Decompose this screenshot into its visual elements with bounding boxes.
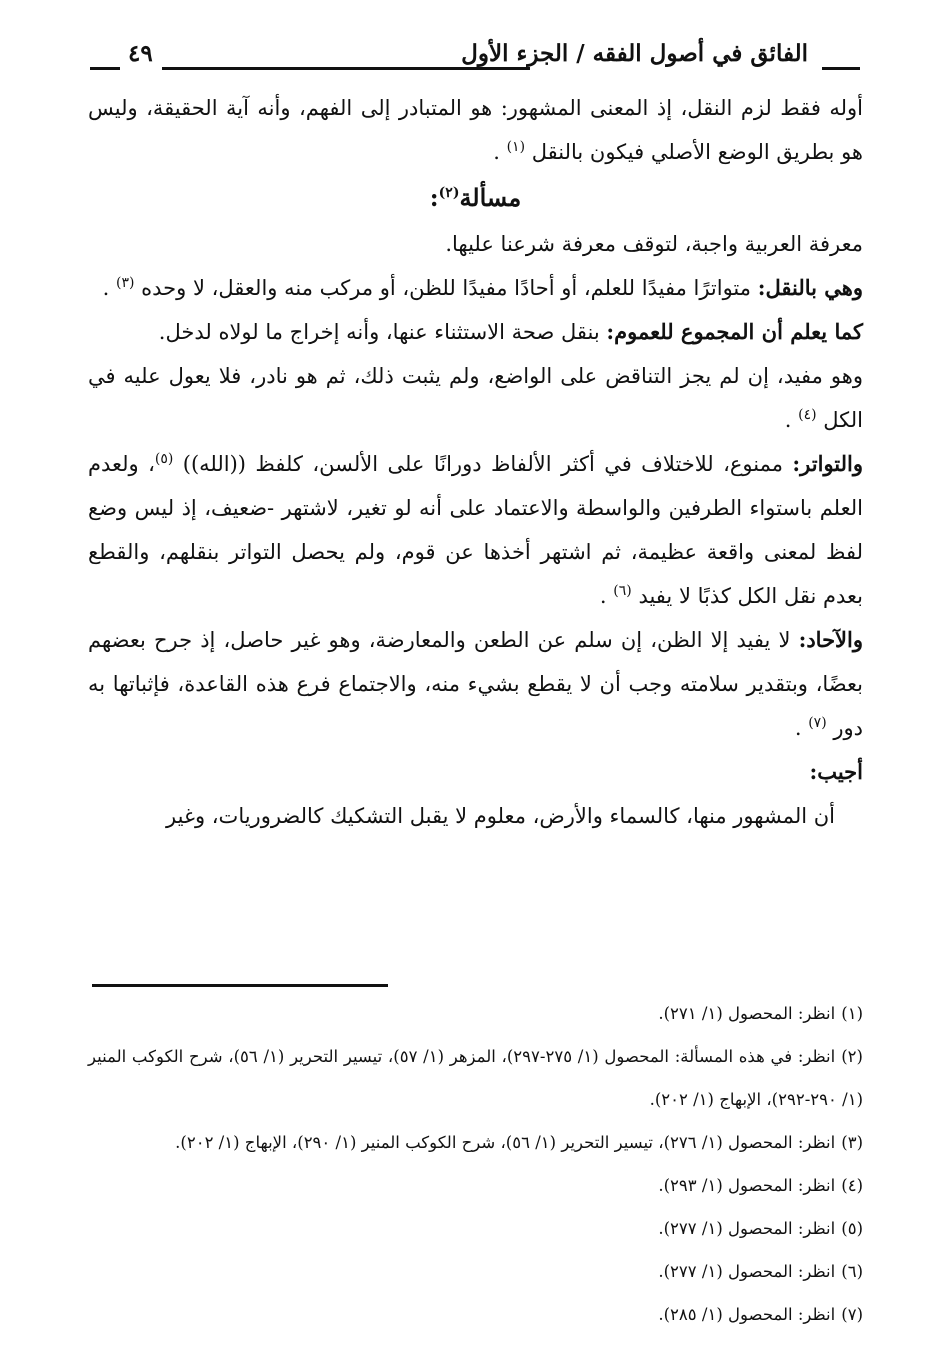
header-rule-left [90, 67, 120, 70]
footnote-ref-5[interactable]: (٥) [154, 451, 174, 467]
footnote-text: انظر: المحصول (١/ ٢٧٧). [658, 1262, 836, 1281]
header-title: الفائق في أصول الفقه / الجزء الأول [461, 40, 808, 67]
footnote-text: انظر: المحصول (١/ ٢٧٦)، تيسير التحرير (١/ ٥٦)، شرح الكوكب المنير (١/ ٢٩٠)، الإبهاج (١/ ٢٠٢). [175, 1133, 836, 1152]
paragraph-9: أن المشهور منها، كالسماء والأرض، معلوم لا يقبل التشكيك كالضروريات، وغير [166, 804, 835, 828]
footnote-separator [92, 984, 388, 987]
footnote-text: انظر: المحصول (١/ ٢٩٣). [658, 1176, 836, 1195]
answer-label: أجيب: [809, 759, 863, 784]
footnote-3 [88, 1121, 863, 1164]
paragraph-6-lead: والتواتر: [792, 451, 863, 476]
footnote-6 [88, 1250, 863, 1293]
footnote-number: (٧) [841, 1305, 863, 1324]
heading-colon: : [429, 183, 439, 212]
footnote-number: (٦) [841, 1262, 863, 1281]
paragraph-3-text: متواترًا مفيدًا للعلم، أو أحادًا مفيدًا للظن، أو مركب منه والعقل، لا وحده [141, 276, 758, 300]
footnote-number: (٤) [841, 1176, 863, 1195]
paragraph-7-text: لا يفيد إلا الظن، إن سلم عن الطعن والمعارضة، وهو غير حاصل، إذ جرح بعضهم بعضًا، وبتقدير سلامته وجب أن لا يقطع بشيء منه، والاجتماع فرع هذه القاعدة، فإثباتها به دور [88, 628, 863, 740]
footnote-number: (١) [841, 1004, 863, 1023]
section-heading [88, 174, 863, 222]
paragraph-3-lead: وهي بالنقل: [757, 275, 863, 300]
paragraph-2: معرفة العربية واجبة، لتوقف معرفة شرعنا عليها. [445, 232, 863, 256]
paragraph-1-text: أوله فقط لزم النقل، إذ المعنى المشهور: هو المتبادر إلى الفهم، وأنه آية الحقيقة، وليس هو بطريق الوضع الأصلي فيكون بالنقل [88, 96, 863, 164]
paragraph-4 [88, 310, 863, 354]
footnote-text: انظر: المحصول (١/ ٢٨٥). [658, 1305, 836, 1324]
header-rule-middle [162, 67, 530, 70]
footnote-text: انظر: في هذه المسألة: المحصول (١/ ٢٧٥-٢٩٧)، المزهر (١/ ٥٧)، تيسير التحرير (١/ ٥٦)، شرح الكوكب المنير (١/ ٢٩٠-٢٩٢)، الإبهاج (١/ ٢٠٢). [88, 1047, 863, 1109]
footnote-ref-7[interactable]: (٧) [808, 715, 827, 731]
footnote-4 [88, 1164, 863, 1207]
running-header [90, 40, 860, 84]
paragraph-7: والآحاد: لا يفيد إلا الظن، إن سلم عن الطعن والمعارضة، وهو غير حاصل، إذ جرح بعضهم بعضًا، وبتقدير سلامته وجب أن لا يقطع بشيء منه، والاجتماع فرع هذه القاعدة، فإثباتها به دور $^{(٧)}$ . [88, 627, 863, 740]
footnote-5 [88, 1207, 863, 1250]
paragraph-3: وهي بالنقل: متواترًا مفيدًا للعلم، أو أحادًا مفيدًا للظن، أو مركب منه والعقل، لا وحده $^{(٣)}$ . [102, 275, 863, 300]
main-text [88, 86, 863, 838]
heading-text: مسألة [459, 183, 522, 212]
paragraph-6-continuation: ، ولعدم العلم باستواء الطرفين والواسطة والاعتماد على أنه لو تغير، لاشتهر -ضعيف، إذ ليس وضع لفظ لمعنى واقعة عظيمة، ثم اشتهر أخذها عن قوم، ولم يحصل التواتر بنقلهم، والقطع بعدم نقل الكل كذبًا لا يفيد [88, 452, 863, 608]
footnote-ref-3[interactable]: (٣) [115, 275, 135, 291]
footnote-text: انظر: المحصول (١/ ٢٧٧). [658, 1219, 836, 1238]
footnote-number: (٣) [841, 1133, 863, 1152]
paragraph-8 [88, 750, 863, 794]
paragraph-5: وهو مفيد، إن لم يجز التناقض على الواضع، ولم يثبت ذلك، ثم هو نادر، فلا يعول عليه في الكل $^{(٤)}$ . [88, 364, 863, 432]
footnote-number: (٢) [841, 1047, 863, 1066]
footnote-7 [88, 1293, 863, 1336]
paragraph-6: والتواتر: ممنوع، للاختلاف في أكثر الألفاظ دورانًا على الألسن، كلفظ ((الله)) $^{(٥)}$، ولعدم العلم باستواء الطرفين والواسطة والاعتماد على أنه لو تغير، لاشتهر -ضعيف، إذ ليس وضع لفظ لمعنى واقعة عظيمة، ثم اشتهر أخذها عن قوم، ولم يحصل التواتر بنقلهم، والقطع بعدم نقل الكل كذبًا لا يفيد $^{(٦)}$ . [88, 451, 863, 608]
footnote-text: انظر: المحصول (١/ ٢٧١). [658, 1004, 836, 1023]
header-rule-right [822, 67, 860, 70]
page-number: ٤٩ [128, 40, 153, 67]
footnote-1 [88, 992, 863, 1035]
footnote-ref-4[interactable]: (٤) [798, 407, 817, 423]
paragraph-1: أوله فقط لزم النقل، إذ المعنى المشهور: هو المتبادر إلى الفهم، وأنه آية الحقيقة، وليس هو بطريق الوضع الأصلي فيكون بالنقل $^{(١)}$ . [88, 96, 863, 164]
footnotes [88, 992, 863, 1336]
footnote-ref-1[interactable]: (١) [506, 139, 526, 155]
paragraph-4-lead: كما يعلم أن المجموع للعموم: [606, 319, 863, 344]
paragraph-5-text: وهو مفيد، إن لم يجز التناقض على الواضع، ولم يثبت ذلك، ثم هو نادر، فلا يعول عليه في الكل [88, 364, 863, 432]
footnote-ref-6[interactable]: (٦) [613, 583, 632, 599]
footnote-ref-2[interactable]: (٢) [438, 185, 460, 201]
footnote-number: (٥) [841, 1219, 863, 1238]
paragraph-4-text: بنقل صحة الاستثناء عنها، وأنه إخراج ما لولاه لدخل. [158, 320, 607, 344]
footnote-2 [88, 1035, 863, 1121]
paragraph-7-lead: والآحاد: [798, 627, 863, 652]
paragraph-6-text: ممنوع، للاختلاف في أكثر الألفاظ دورانًا على الألسن، كلفظ ((الله)) [182, 452, 793, 476]
